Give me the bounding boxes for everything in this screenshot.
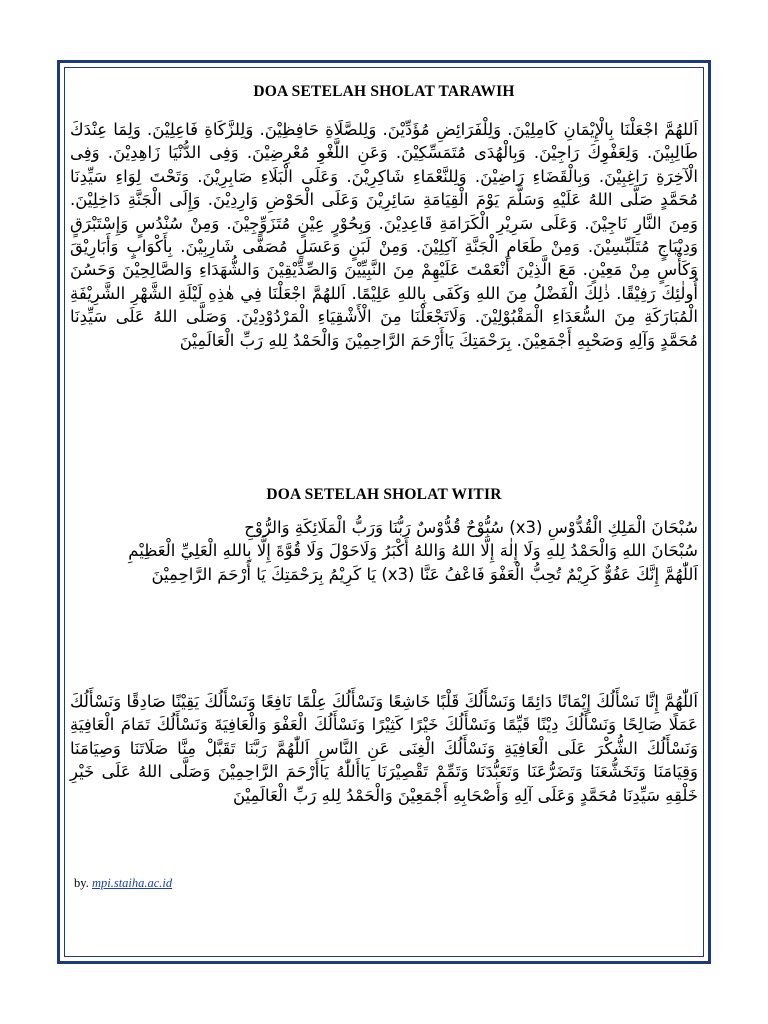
- byline: [74, 876, 172, 891]
- witir-title: DOA SETELAH SHOLAT WITIR: [266, 486, 502, 503]
- witir-dhikr-lines: [70, 516, 698, 586]
- witir-line-2: سُبْحَانَ اللهِ وَالْحَمْدُ لِلهِ وَلَا إِلٰهَ إِلَّا اللهُ وَاللهُ أَكْبَرُ وَلَاحَوْلَ وَلَا قُوَّةَ إِلَّا بِاللهِ الْعَلِيِّ الْعَظِيْمِ: [128, 541, 698, 561]
- witir-line-3: اَللّٰهُمَّ إِنَّكَ عَفُوٌّ كَرِيْمٌ تُحِبُّ الْعَفْوَ فَاعْفُ عَنَّا (x3) يَا كَرِيْمُ بِرَحْمَتِكَ يَا أَرْحَمَ الرَّاحِمِيْنَ: [151, 564, 698, 584]
- witir-line-1: سُبْحَانَ الْمَلِكِ الْقُدُّوْسِ (x3) سُبُّوْحٌ قُدُّوْسٌ رَبُّنَا وَرَبُّ الْمَلَائِكَةِ وَالرُّوْحِ: [244, 518, 698, 537]
- witir-prayer-text: اَللّٰهُمَّ إِنَّا نَسْأَلُكَ إِيْمَانًا دَائِمًا وَنَسْأَلُكَ قَلْبًا خَاشِعًا وَنَسْأَلُكَ عِلْمًا نَافِعًا وَنَسْأَلُكَ يَقِيْنًا صَادِقًا وَنَسْأَلُكَ عَمَلًا صَالِحًا وَنَسْأَلُكَ دِيْنًا قَيِّمًا وَنَسْأَلُكَ خَيْرًا كَثِيْرًا وَنَسْأَلُكَ الْعَفْوَ وَالْعَافِيَةَ وَنَسْأَلُكَ تَمَامَ الْعَافِيَةِ وَنَسْأَلُكَ الشُّكْرَ عَلَى الْعَافِيَةِ وَنَسْأَلُكَ الْغِنَى عَنِ النَّاسِ اَللّٰهُمَّ رَبَّنَا تَقَبَّلْ مِنَّا صَلَاتَنَا وَصِيَامَنَا وَقِيَامَنَا وَتَخَشُّعَنَا وَتَضَرُّعَنَا وَتَعَبُّدَنَا وَتَمِّمْ تَقْصِيْرَنَا يَاأَللّٰهُ يَاأَرْحَمَ الرَّاحِمِيْنَ وَصَلَّى اللهُ عَلَى خَيْرِ خَلْقِهِ سَيِّدِنَا مُحَمَّدٍ وَعَلَى آلِهِ وَأَصْحَابِهِ أَجْمَعِيْنَ وَالْحَمْدُ لِلهِ رَبِّ الْعَالَمِيْنَ: [70, 692, 698, 805]
- byline-prefix: by.: [74, 876, 89, 890]
- document-content: [70, 70, 698, 950]
- tarawih-title: DOA SETELAH SHOLAT TARAWIH: [253, 83, 515, 100]
- tarawih-prayer-text: اَللهُمَّ اجْعَلْنَا بِالْإِيْمَانِ كَامِلِيْنَ. وَلِلْفَرَائِضِ مُؤَدِّيْنَ. وَلِلصَّلَاةِ حَافِظِيْنَ. وَلِلزَّكَاةِ فَاعِلِيْنَ. وَلِمَا عِنْدَكَ طَالِبِيْنَ. وَلِعَفْوِكَ رَاجِيْنَ. وَبِالْهُدَى مُتَمَسِّكِيْنَ. وَعَنِ اللَّغْوِ مُعْرِضِيْنَ. وَفِى الدُّنْيَا زَاهِدِيْنَ. وَفِى الْآخِرَةِ رَاغِبِيْنَ. وَبِالْقَضَاءِ رَاضِيْنَ. وَلِلنَّعْمَاءِ شَاكِرِيْنَ. وَعَلَى الْبَلَاءِ صَابِرِيْنَ. وَتَحْتَ لِوَاءِ سَيِّدِنَا مُحَمَّدٍ صَلَّى اللهُ عَلَيْهِ وَسَلَّمَ يَوْمَ الْقِيَامَةِ سَائِرِيْنَ وَعَلَى الْحَوْضِ وَارِدِيْنَ. وَإِلَى الْجَنَّةِ دَاخِلِيْنَ. وَمِنَ النَّارِ نَاجِيْنَ. وَعَلَى سَرِيْرِ الْكَرَامَةِ قَاعِدِيْنَ. وَبِحُوْرٍ عِيْنٍ مُتَزَوِّجِيْنَ. وَمِنْ سُنْدُسٍ وَإِسْتَبْرَقٍ وَدِيْبَاجٍ مُتَلَبِّسِيْنَ. وَمِنْ طَعَامِ الْجَنَّةِ آكِلِيْنَ. وَمِنْ لَبَنٍ وَعَسَلٍ مُصَفًّى شَارِبِيْنَ. بِأَكْوَابٍ وَأَبَارِيْقَ وَكَأْسٍ مِنْ مَعِيْنٍ. مَعَ الَّذِيْنَ أَنْعَمْتَ عَلَيْهِمْ مِنَ النَّبِيِّيْنَ وَالصِّدِّيْقِيْنَ وَالشُّهَدَاءِ وَالصَّالِحِيْنَ وَحَسُنَ أُولٰئِكَ رَفِيْقًا. ذٰلِكَ الْفَضْلُ مِنَ اللهِ وَكَفَى بِاللهِ عَلِيْمًا. اَللهُمَّ اجْعَلْنَا فِي هٰذِهِ لَيْلَةِ الشَّهْرِ الشَّرِيْفَةِ الْمُبَارَكَةِ مِنَ السُّعَدَاءِ الْمَقْبُوْلِيْنَ. وَلَاتَجْعَلْنَا مِنَ الْأَشْقِيَاءِ الْمَرْدُوْدِيْنَ. وَصَلَّى اللهُ عَلَى سَيِّدِنَا مُحَمَّدٍ وَآلِهِ وَصَحْبِهِ أَجْمَعِيْنَ. بِرَحْمَتِكَ يَاأَرْحَمَ الرَّاحِمِيْنَ وَالْحَمْدُ لِلهِ رَبِّ الْعَالَمِيْنَ: [70, 120, 698, 350]
- source-link[interactable]: mpi.staiha.ac.id: [91, 876, 173, 890]
